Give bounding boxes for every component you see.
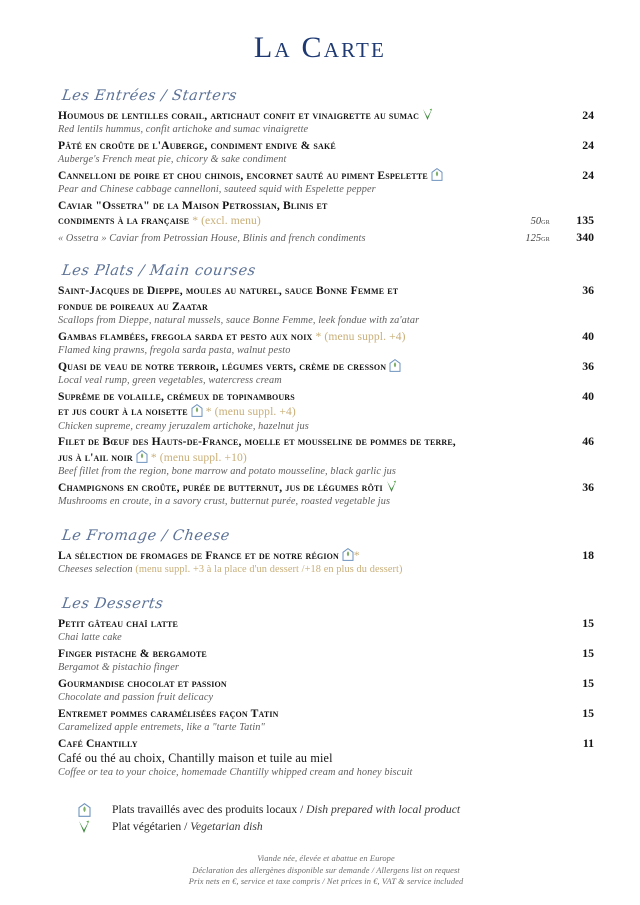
dish-item	[58, 480, 594, 510]
dish-weight-2: 125gr	[525, 232, 550, 244]
dish-description: Flamed king prawns, fregola sarda pasta, walnut pesto	[58, 345, 291, 357]
dish-name: Gambas flambées, fregola sarda et pesto aux noix * (menu suppl. +4)	[58, 329, 406, 343]
section-heading-starters: Les Entrées / Starters	[60, 88, 239, 104]
dish-item	[58, 108, 594, 138]
dish-description: Chicken supreme, creamy jeruzalem artichoke, hazelnut jus	[58, 420, 309, 432]
dish-name: Quasi de veau de notre terroir, légumes verts, crème de cresson	[58, 359, 560, 374]
dish-name: Saint-Jacques de Dieppe, moules au naturel, sauce Bonne Femme et	[58, 284, 399, 298]
fineprint	[58, 853, 594, 888]
dish-price: 15	[582, 615, 594, 630]
dish-name-line2: et jus court à la noisette * (menu suppl. +4)	[58, 405, 296, 419]
dish-name: Finger pistache & bergamote	[58, 646, 207, 660]
dish-price: 15	[582, 705, 594, 720]
dish-description: Bergamot & pistachio finger	[58, 662, 180, 674]
dish-name-line2: jus à l'ail noir * (menu suppl. +10)	[58, 450, 247, 464]
supplement-note: * (excl. menu)	[192, 214, 261, 228]
fineprint-line: Prix nets en €, service et taxe compris / Net prices in €, VAT & service included	[188, 877, 464, 887]
supplement-note: * (menu suppl. +4)	[205, 405, 296, 419]
menu-content	[0, 87, 640, 888]
dish-item	[58, 646, 594, 676]
dish-description: Coffee or tea to your choice, homemade Chantilly whipped cream and honey biscuit	[58, 767, 413, 779]
dish-name: Café Chantilly	[58, 736, 138, 750]
leaf-icon	[386, 480, 397, 493]
dish-description: Beef fillet from the region, bone marrow and potato mousseline, black garlic jus	[58, 466, 397, 478]
dish-name: Caviar "Ossetra" de la Maison Petrossian, Blinis et	[58, 199, 328, 212]
dish-item	[58, 329, 594, 359]
local-product-icon-legend	[74, 803, 112, 817]
dish-price: 18	[582, 547, 594, 562]
dish-name-line2: condiments à la française * (excl. menu)	[58, 214, 261, 228]
dish-name-detail: Café ou thé au choix, Chantilly maison et tuile au miel	[58, 751, 333, 766]
dish-description: Auberge's French meat pie, chicory & sake condiment	[58, 154, 287, 166]
section-heading-desserts: Les Desserts	[60, 595, 165, 612]
dish-price: 36	[582, 283, 594, 298]
dish-price: 15	[582, 645, 594, 660]
dish-description: Mushrooms en croute, in a savory crust, butternut purée, roasted vegetable jus	[58, 496, 391, 508]
dish-description: Local veal rump, green vegetables, watercress cream	[58, 375, 282, 387]
local-product-icon	[342, 548, 354, 561]
local-product-icon	[191, 404, 203, 417]
local-product-icon	[78, 803, 91, 817]
dish-price: 40	[582, 328, 594, 343]
dish-name: Cannelloni de poire et chou chinois, encornet sauté au piment Espelette	[58, 168, 560, 183]
dish-item	[58, 359, 594, 389]
dish-price-2: 340	[576, 229, 594, 244]
dish-name: Houmous de lentilles corail, artichaut confit et vinaigrette au sumac	[58, 108, 560, 123]
dish-price: 24	[582, 168, 594, 182]
legend	[58, 801, 594, 835]
dish-name: Champignons en croûte, purée de butternut, jus de légumes rôti	[58, 480, 560, 495]
dish-description: Caramelized apple entremets, like a "tarte Tatin"	[58, 722, 265, 734]
supplement-note: * (menu suppl. +4)	[315, 329, 406, 343]
legend-label: Plat végétarien / Vegetarian dish	[112, 820, 263, 834]
legend-row-local	[74, 801, 594, 818]
dish-name: Entremet pommes caramélisées façon Tatin	[58, 706, 279, 720]
leaf-icon	[422, 108, 433, 121]
dish-item	[58, 676, 594, 706]
dish-name: Filet de Bœuf des Hauts-de-France, moelle et mousseline de pommes de terre,	[58, 435, 456, 449]
dish-description: Chocolate and passion fruit delicacy	[58, 692, 214, 704]
dish-item	[58, 138, 594, 168]
dish-price: 135	[576, 213, 594, 228]
local-product-icon	[136, 450, 148, 463]
legend-row-vegetarian	[74, 818, 594, 835]
dish-name-line2: fondue de poireaux au Zaatar	[58, 299, 208, 313]
dish-description: Pear and Chinese cabbage cannelloni, sauteed squid with Espelette pepper	[58, 184, 376, 196]
supplement-star: *	[353, 548, 360, 562]
dish-description: Chai latte cake	[58, 632, 122, 644]
dish-price: 36	[582, 479, 594, 494]
dish-description: « Ossetra » Caviar from Petrossian House, Blinis and french condiments	[58, 232, 366, 244]
dish-price: 40	[582, 388, 594, 403]
dish-name: La sélection de fromages de France et de notre région *	[58, 548, 360, 562]
fineprint-line: Viande née, élevée et abattue en Europe	[257, 854, 395, 864]
local-product-icon	[431, 168, 443, 181]
dish-name: Gourmandise chocolat et passion	[58, 676, 227, 690]
dish-item	[58, 283, 594, 328]
dish-name: Suprême de volaille, crémeux de topinambours	[58, 389, 295, 403]
leaf-icon	[78, 820, 90, 834]
dish-price: 24	[582, 108, 594, 122]
dish-name: Petit gâteau chaï latte	[58, 616, 178, 630]
section-heading-cheese: Le Fromage / Cheese	[60, 527, 232, 544]
legend-label: Plats travaillés avec des produits locaux / Dish prepared with local product	[112, 803, 461, 817]
supplement-note: (menu suppl. +3 à la place d'un dessert /+18 en plus du dessert)	[135, 564, 403, 576]
dish-item-caviar	[58, 198, 594, 246]
dish-name: Pâté en croûte de l'Auberge, condiment endive & saké	[58, 139, 336, 152]
dish-item	[58, 616, 594, 646]
dish-description: Cheeses selection (menu suppl. +3 à la place d'un dessert /+18 en plus du dessert)	[58, 564, 403, 576]
dish-price: 11	[582, 735, 594, 750]
dish-weight: 50gr	[530, 216, 550, 228]
local-product-icon	[389, 359, 401, 372]
dish-price: 46	[582, 434, 594, 449]
leaf-icon-legend	[74, 820, 112, 834]
dish-description: Red lentils hummus, confit artichoke and sumac vinaigrette	[58, 124, 309, 136]
supplement-note: * (menu suppl. +10)	[150, 450, 247, 464]
dish-price: 24	[582, 138, 594, 152]
dish-price: 36	[582, 358, 594, 373]
page-title: La Carte	[253, 31, 387, 64]
dish-price: 15	[582, 675, 594, 690]
dish-item	[58, 706, 594, 736]
dish-item	[58, 736, 594, 781]
fineprint-line: Déclaration des allergènes disponible sur demande / Allergens list on request	[192, 865, 460, 875]
dish-item	[58, 168, 594, 198]
dish-item	[58, 389, 594, 434]
dish-description: Scallops from Dieppe, natural mussels, sauce Bonne Femme, leek fondue with za'atar	[58, 315, 420, 327]
section-heading-main-courses: Les Plats / Main courses	[60, 263, 257, 280]
dish-item	[58, 548, 594, 578]
dish-item	[58, 434, 594, 479]
